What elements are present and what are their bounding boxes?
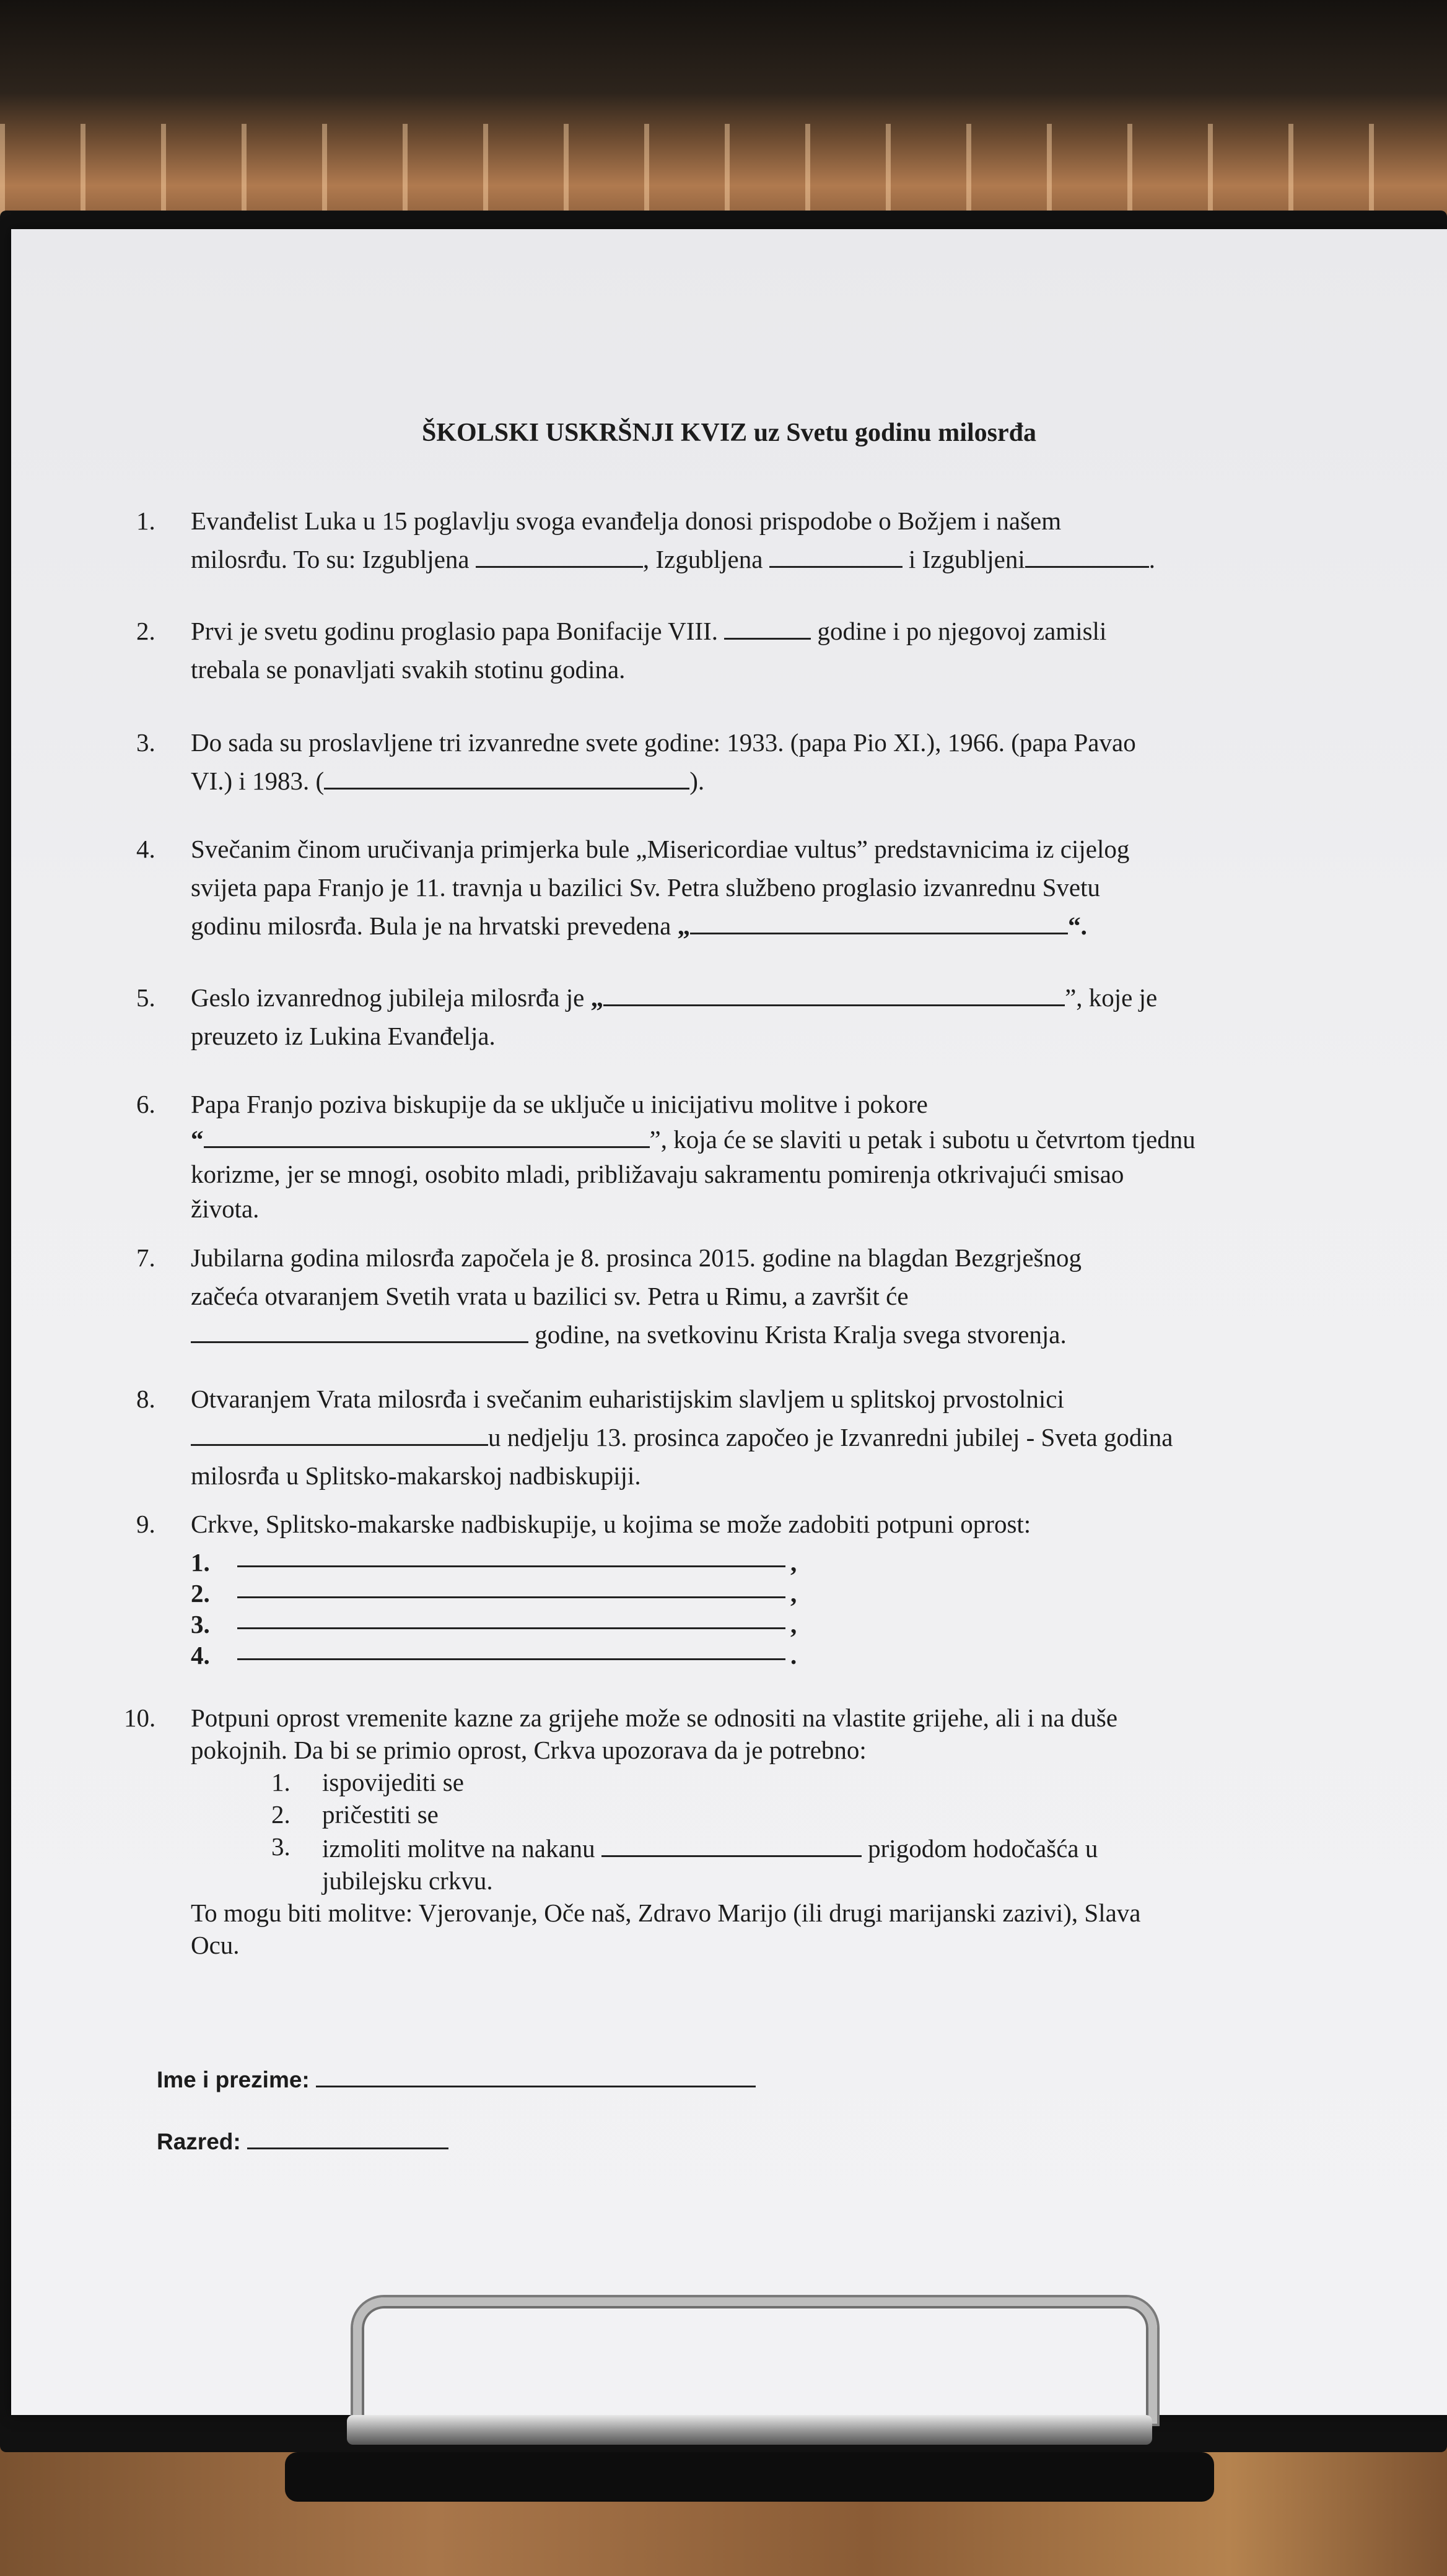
window-blinds: [0, 124, 1447, 217]
question-number: 1.: [136, 507, 155, 535]
item-number: 2.: [191, 1579, 210, 1608]
quiz-sheet: [11, 229, 1447, 2415]
punctuation: .: [790, 1641, 797, 1669]
question-1: [136, 502, 1324, 578]
name-label: Ime i prezime:: [157, 2067, 310, 2092]
question-number: 5.: [136, 983, 155, 1012]
item-continuation: jubilejsku crkvu.: [322, 1866, 493, 1895]
question-text: u nedjelju 13. prosinca započeo je Izvanredni jubilej - Sveta godina: [488, 1423, 1173, 1451]
question-10: [124, 1702, 1324, 1961]
question-text: , Izgubljena: [642, 545, 763, 573]
question-text: trebala se ponavljati svakih stotinu godina.: [191, 655, 626, 684]
question-text: i Izgubljeni: [908, 545, 1025, 573]
question-number: 3.: [136, 728, 155, 757]
question-5: [136, 978, 1324, 1055]
answer-blank[interactable]: [1025, 541, 1149, 568]
item-number: 3.: [271, 1832, 291, 1861]
answer-blank[interactable]: [191, 1419, 488, 1446]
question-text: pokojnih. Da bi se primio oprost, Crkva upozorava da je potrebno:: [191, 1736, 867, 1764]
answer-blank[interactable]: [237, 1658, 785, 1660]
answer-blank[interactable]: [769, 541, 903, 568]
answer-blank[interactable]: [324, 763, 689, 790]
question-text: godinu milosrđa. Bula je na hrvatski prevedena: [191, 912, 671, 940]
punctuation: ,: [790, 1548, 797, 1577]
question-text: Otvaranjem Vrata milosrđa i svečanim euharistijskim slavljem u splitskoj prvostolnici: [191, 1385, 1064, 1413]
quote-mark: “.: [1068, 912, 1087, 940]
question-number: 7.: [136, 1243, 155, 1272]
quote-mark: “: [191, 1125, 204, 1154]
question-number: 6.: [136, 1090, 155, 1118]
question-number: 10.: [124, 1704, 156, 1732]
answer-blank[interactable]: [476, 541, 643, 568]
class-label: Razred:: [157, 2129, 241, 2154]
question-text: Papa Franjo poziva biskupije da se uključe u inicijativu molitve i pokore: [191, 1090, 928, 1118]
question-text: .: [1148, 545, 1156, 573]
class-field: [157, 2124, 448, 2155]
requirement-item: [191, 1798, 1324, 1830]
question-text: ”, koja će se slaviti u petak i subotu u četvrtom tjednu: [649, 1125, 1196, 1154]
question-7: [136, 1238, 1324, 1354]
question-2: [136, 612, 1324, 689]
question-number: 8.: [136, 1385, 155, 1413]
answer-blank[interactable]: [724, 613, 811, 640]
question-text: Crkve, Splitsko-makarske nadbiskupije, u kojima se može zadobiti potpuni oprost:: [191, 1510, 1031, 1538]
question-number: 2.: [136, 617, 155, 645]
question-text: života.: [191, 1194, 260, 1223]
question-text: godine, na svetkovinu Krista Kralja svega stvorenja.: [535, 1320, 1067, 1349]
name-field: [157, 2062, 756, 2093]
list-item: [191, 1543, 934, 1577]
item-text: prigodom hodočašća u: [868, 1834, 1098, 1863]
question-text: Svečanim činom uručivanja primjerka bule „Misericordiae vultus” predstavnicima iz cijelog: [191, 835, 1130, 863]
class-blank[interactable]: [247, 2124, 448, 2149]
question-number: 4.: [136, 835, 155, 863]
punctuation: ,: [790, 1610, 797, 1638]
requirement-item: [191, 1830, 1324, 1865]
question-8: [136, 1380, 1324, 1495]
question-text: začeća otvaranjem Svetih vrata u bazilici sv. Petra u Rimu, a završit će: [191, 1282, 909, 1310]
quiz-title: ŠKOLSKI USKRŠNJI KVIZ uz Svetu godinu milosrđa: [422, 419, 1036, 447]
question-9: [136, 1505, 1324, 1669]
question-text: Potpuni oprost vremenite kazne za grijehe može se odnositi na vlastite grijehe, ali i na duše: [191, 1704, 1118, 1732]
answer-blank[interactable]: [601, 1830, 862, 1857]
quote-mark: „: [590, 983, 604, 1012]
question-4: [136, 830, 1324, 945]
question-text: preuzeto iz Lukina Evanđelja.: [191, 1022, 496, 1050]
question-number: 9.: [136, 1510, 155, 1538]
clip-wire: [353, 2297, 1157, 2424]
question-text: korizme, jer se mnogi, osobito mladi, približavaju sakramentu pomirenja otkrivajući smisao: [191, 1160, 1124, 1188]
name-blank[interactable]: [316, 2062, 756, 2087]
answer-blank[interactable]: [204, 1121, 650, 1148]
question-text: Geslo izvanrednog jubileja milosrđa je: [191, 983, 585, 1012]
list-item: [191, 1636, 934, 1667]
question-6: [136, 1087, 1324, 1226]
clipboard-clip: [347, 2291, 1152, 2458]
quote-mark: „: [677, 912, 691, 940]
question-text: ).: [689, 767, 705, 795]
list-item: [191, 1574, 934, 1608]
list-item: [191, 1605, 934, 1636]
question-text: To mogu biti molitve: Vjerovanje, Oče naš, Zdravo Marijo (ili drugi marijanski zazivi), Slava: [191, 1899, 1141, 1927]
question-text: VI.) i 1983. (: [191, 767, 325, 795]
answer-blank[interactable]: [191, 1316, 528, 1343]
item-text: izmoliti molitve na nakanu: [322, 1834, 595, 1863]
item-text: pričestiti se: [322, 1800, 439, 1829]
question-text: milosrđa u Splitsko-makarskoj nadbiskupiji.: [191, 1461, 641, 1490]
item-text: ispovijediti se: [322, 1768, 464, 1796]
item-number: 2.: [271, 1800, 291, 1829]
answer-blank[interactable]: [690, 908, 1068, 934]
question-text: svijeta papa Franjo je 11. travnja u bazilici Sv. Petra službeno proglasio izvanrednu Svetu: [191, 873, 1101, 902]
item-number: 4.: [191, 1641, 210, 1669]
answer-blank[interactable]: [237, 1596, 785, 1598]
question-text: Jubilarna godina milosrđa započela je 8. prosinca 2015. godine na blagdan Bezgrješnog: [191, 1243, 1082, 1272]
clip-bar: [347, 2415, 1152, 2445]
question-text: Prvi je svetu godinu proglasio papa Bonifacije VIII.: [191, 617, 718, 645]
question-text: Do sada su proslavljene tri izvanredne svete godine: 1933. (papa Pio XI.), 1966. (papa Pavao: [191, 728, 1136, 757]
question-text: godine i po njegovoj zamisli: [817, 617, 1107, 645]
question-text: Evanđelist Luka u 15 poglavlju svoga evanđelja donosi prispodobe o Božjem i našem: [191, 507, 1062, 535]
item-number: 1.: [191, 1548, 210, 1577]
item-number: 1.: [271, 1768, 291, 1796]
clipboard-stand: [285, 2452, 1214, 2502]
church-list: [191, 1543, 934, 1667]
answer-blank[interactable]: [603, 980, 1065, 1006]
punctuation: ,: [790, 1579, 797, 1608]
answer-blank[interactable]: [237, 1565, 785, 1567]
answer-blank[interactable]: [237, 1627, 785, 1629]
requirement-item: [191, 1766, 1324, 1798]
question-3: [136, 723, 1324, 800]
question-text: ”, koje je: [1065, 983, 1158, 1012]
question-text: milosrđu. To su: Izgubljena: [191, 545, 470, 573]
item-number: 3.: [191, 1610, 210, 1638]
question-text: Ocu.: [191, 1931, 240, 1959]
